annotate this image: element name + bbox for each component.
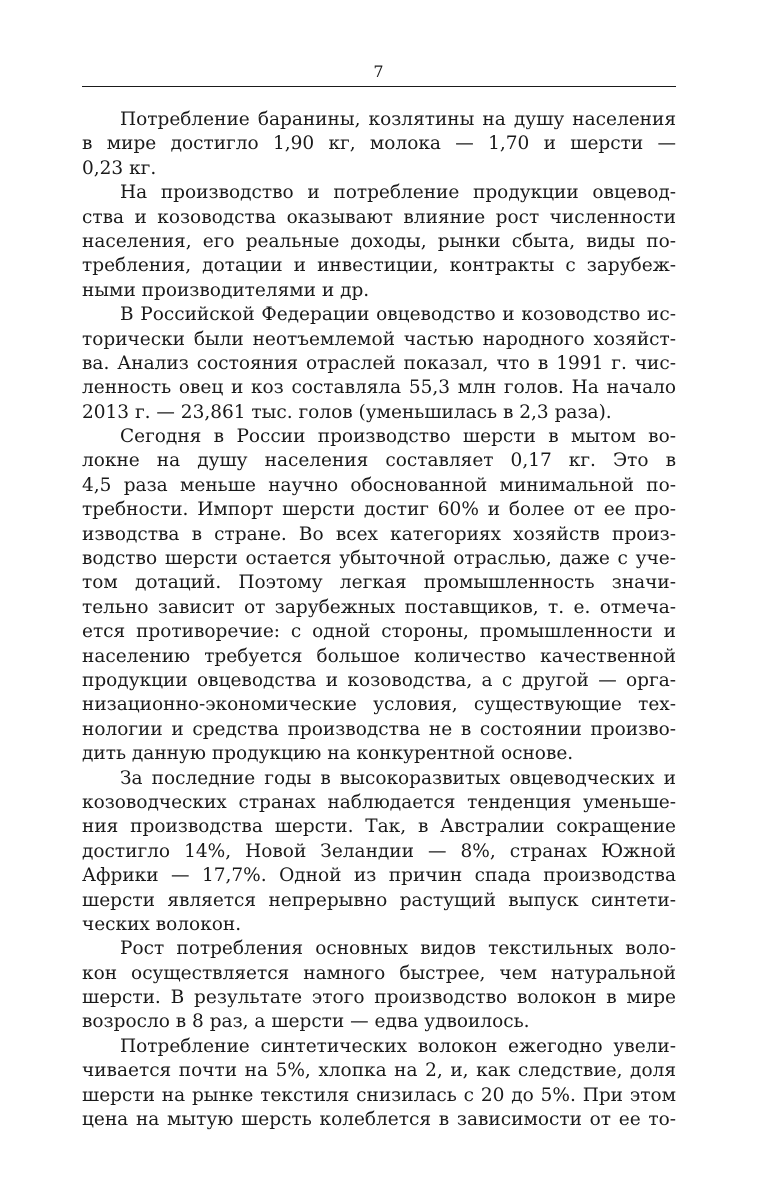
text-line: шерсти является непрерывно растущий выпуск синтети- (82, 889, 676, 911)
text-line: низационно-экономические условия, существующие тех- (82, 694, 676, 716)
text-line: 4,5 раза меньше научно обоснованной минимальной по- (82, 474, 676, 496)
page-number: 7 (373, 62, 384, 81)
text-line: изводства в стране. Во всех категориях хозяйств произ- (82, 523, 676, 545)
text-line: ния производства шерсти. Так, в Австралии сокращение (82, 816, 676, 838)
body-text (82, 108, 676, 1132)
text-line: Потребление баранины, козлятины на душу населения (120, 109, 676, 130)
text-line: На производство и потребление продукции овцевод- (120, 182, 676, 204)
text-line: требности. Импорт шерсти достиг 60% и более от ее про- (82, 499, 676, 521)
text-line: чивается почти на 5%, хлопка на 2, и, как следствие, доля (82, 1060, 676, 1082)
text-line: шерсти на рынке текстиля снизилась с 20 до 5%. При этом (82, 1084, 676, 1106)
text-line: 0,23 кг. (82, 157, 157, 179)
text-line: водство шерсти остается убыточной отраслью, даже с уче- (82, 548, 676, 570)
text-line: локне на душу населения составляет 0,17 кг. Это в (82, 450, 676, 472)
text-line: кон осуществляется намного быстрее, чем натуральной (82, 962, 676, 984)
text-line: ленность овец и коз составляла 55,3 млн голов. На начало (82, 377, 676, 399)
text-line: цена на мытую шерсть колеблется в зависимости от ее то- (82, 1109, 676, 1131)
paragraph (82, 108, 676, 181)
text-line: том дотаций. Поэтому легкая промышленность значи- (82, 572, 676, 594)
text-line: требления, дотации и инвестиции, контракты с зарубеж- (82, 255, 676, 277)
text-line: козоводческих странах наблюдается тенденция уменьше- (82, 791, 676, 813)
text-line: нологии и средства производства не в состоянии произво- (82, 718, 676, 740)
text-line: ства и козоводства оказывают влияние рост численности (82, 206, 676, 228)
text-line: тельно зависит от зарубежных поставщиков, т. е. отмеча- (82, 596, 676, 618)
text-line: ва. Анализ состояния отраслей показал, что в 1991 г. чис- (82, 352, 676, 374)
text-line: ется противоречие: с одной стороны, промышленности и (82, 621, 676, 643)
text-line: населению требуется большое количество качественной (82, 645, 676, 667)
text-line: возросло в 8 раз, а шерсти — едва удвоилось. (82, 1011, 530, 1033)
text-line: Потребление синтетических волокон ежегодно увели- (120, 1035, 676, 1057)
text-line: 2013 г. — 23,861 тыс. голов (уменьшилась в 2,3 раза). (82, 401, 612, 423)
text-line: населения, его реальные доходы, рынки сбыта, виды по- (82, 230, 676, 252)
paragraph (82, 425, 676, 766)
text-line: Рост потребления основных видов текстильных воло- (120, 938, 676, 960)
text-line: продукции овцеводства и козоводства, а с другой — орга- (82, 669, 676, 691)
text-line: ческих волокон. (82, 913, 242, 935)
header-rule (82, 86, 676, 87)
text-line: достигло 14%, Новой Зеландии — 8%, странах Южной (82, 840, 676, 862)
text-line: За последние годы в высокоразвитых овцеводческих и (120, 767, 676, 789)
text-line: дить данную продукцию на конкурентной основе. (82, 743, 574, 765)
text-line: Сегодня в России производство шерсти в мытом во- (120, 426, 676, 448)
paragraph (82, 767, 676, 938)
paragraph (82, 303, 676, 425)
text-line: торически были неотъемлемой частью народного хозяйст- (82, 328, 676, 350)
text-line: В Российской Федерации овцеводство и козоводство ис- (120, 304, 676, 326)
text-line: в мире достигло 1,90 кг, молока — 1,70 и шерсти — (82, 133, 676, 155)
text-line: ными производителями и др. (82, 279, 370, 301)
text-line: шерсти. В результате этого производство волокон в мире (82, 987, 676, 1009)
text-line: Африки — 17,7%. Одной из причин спада производства (82, 865, 676, 887)
paragraph (82, 1035, 676, 1133)
paragraph (82, 937, 676, 1035)
paragraph (82, 181, 676, 303)
